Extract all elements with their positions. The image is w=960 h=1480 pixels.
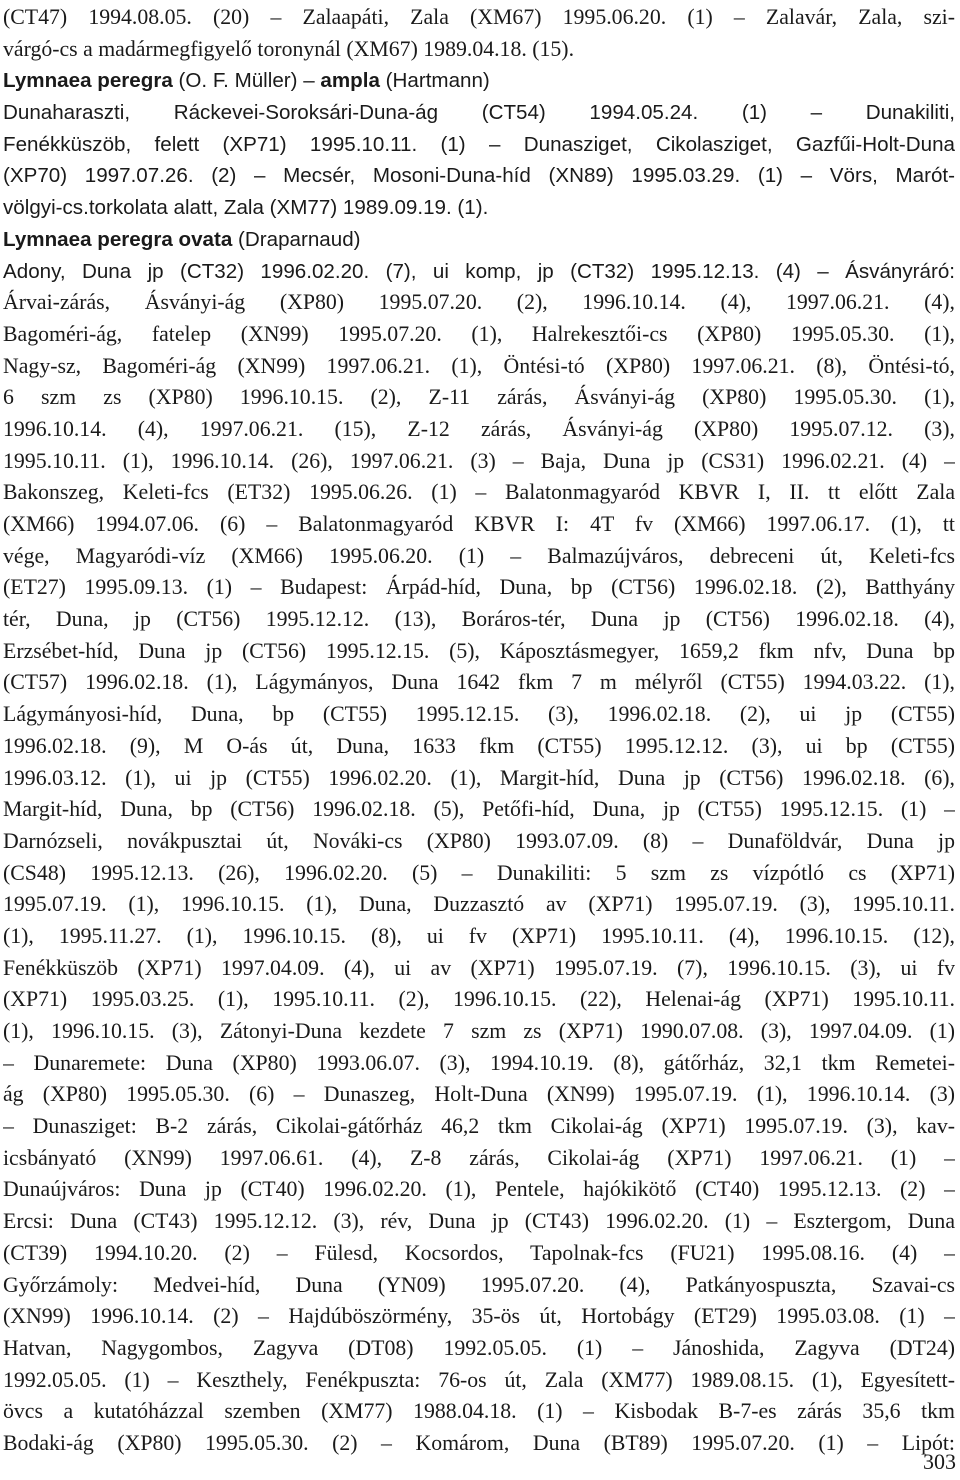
text-line — [3, 97, 955, 129]
text-line — [3, 1365, 955, 1397]
line-text: – Dunasziget: B-2 zárás, Cikolai-gátőrház 46,2 tkm Cikolai-ág (XP71) 1995.07.19. (3), kav- — [3, 1114, 955, 1139]
text-line — [3, 319, 955, 351]
text-line — [3, 667, 955, 699]
text-line — [3, 921, 955, 953]
line-text: Fenékküszöb (XP71) 1997.04.09. (4), ui av (XP71) 1995.07.19. (7), 1996.10.15. (3), ui fv — [3, 955, 955, 980]
text-line — [3, 1016, 955, 1048]
species-heading — [3, 224, 955, 256]
line-text: icsbányató (XN99) 1997.06.61. (4), Z-8 zárás, Cikolai-ág (XP71) 1997.06.21. (1) – — [3, 1145, 955, 1170]
text-line — [3, 794, 955, 826]
text-line — [3, 826, 955, 858]
line-text: 1992.05.05. (1) – Keszthely, Fenékpuszta: 76-os út, Zala (XM77) 1989.08.15. (1), Egyesített- — [3, 1367, 955, 1392]
line-text: Lágymányosi-híd, Duna, bp (CT55) 1995.12.15. (3), 1996.02.18. (2), ui jp (CT55) — [3, 702, 955, 727]
species-name: Lymnaea peregra ovata — [3, 227, 233, 251]
line-text: Fenékküszöb, felett (XP71) 1995.10.11. (1) – Dunasziget, Cikolasziget, Gazfűi-Holt-Duna — [3, 132, 955, 156]
line-text: Nagy-sz, Bagoméri-ág (XN99) 1997.06.21. (1), Öntési-tó (XP80) 1997.06.21. (8), Öntési-tó, — [3, 353, 955, 378]
species-name: Lymnaea peregra — [3, 69, 173, 93]
line-text: (1), 1995.11.27. (1), 1996.10.15. (8), ui fv (XP71) 1995.10.11. (4), 1996.10.15. (12), — [3, 923, 955, 948]
text-line — [3, 953, 955, 985]
line-text: Dunaharaszti, Ráckevei-Soroksári-Duna-ág (CT54) 1994.05.24. (1) – Dunakiliti, — [3, 101, 955, 125]
text-line — [3, 889, 955, 921]
author-text: (Hartmann) — [379, 69, 490, 93]
line-text: Adony, Duna jp (CT32) 1996.02.20. (7), ui komp, jp (CT32) 1995.12.13. (4) – Ásványráró: — [3, 259, 955, 283]
text-line — [3, 731, 955, 763]
line-text: 1996.02.18. (9), M O-ás út, Duna, 1633 fkm (CT55) 1995.12.12. (3), ui bp (CT55) — [3, 733, 955, 758]
line-text: (Draparnaud) — [232, 227, 361, 251]
line-text: (XP70) 1997.07.26. (2) – Mecsér, Mosoni-Duna-híd (XN89) 1995.03.29. (1) – Vörs, Marót- — [3, 164, 955, 188]
text-line — [3, 2, 955, 34]
text-line — [3, 192, 955, 224]
text-line — [3, 1079, 955, 1111]
text-line — [3, 477, 955, 509]
line-text: (XM66) 1994.07.06. (6) – Balatonmagyaród KBVR I: 4T fv (XM66) 1997.06.17. (1), tt — [3, 512, 955, 536]
line-text: (XP71) 1995.03.25. (1), 1995.10.11. (2), 1996.10.15. (22), Helenai-ág (XP71) 1995.10.11. — [3, 987, 955, 1012]
text-line — [3, 446, 955, 478]
line-text: ág (XP80) 1995.05.30. (6) – Dunaszeg, Holt-Duna (XN99) 1995.07.19. (1), 1996.10.14. (3) — [3, 1082, 955, 1107]
line-text: 6 szm zs (XP80) 1996.10.15. (2), Z-11 zárás, Ásványi-ág (XP80) 1995.05.30. (1), — [3, 385, 955, 410]
line-text: Bakonszeg, Keleti-fcs (ET32) 1995.06.26. (1) – Balatonmagyaród KBVR I, II. tt előtt Zala — [3, 480, 955, 505]
line-text: völgyi-cs.torkolata alatt, Zala (XM77) 1989.09.19. (1). — [3, 196, 489, 220]
text-line — [3, 1111, 955, 1143]
text-line — [3, 541, 955, 573]
line-text: (CS48) 1995.12.13. (26), 1996.02.20. (5) – Dunakiliti: 5 szm zs vízpótló cs (XP71) — [3, 860, 955, 885]
text-line — [3, 1206, 955, 1238]
line-text: Győrzámoly: Medvei-híd, Duna (YN09) 1995.07.20. (4), Patkányospuszta, Szavai-cs — [3, 1272, 955, 1297]
text-line — [3, 287, 955, 319]
text-line — [3, 1048, 955, 1080]
text-line — [3, 604, 955, 636]
line-text: (CT47) 1994.08.05. (20) – Zalaapáti, Zala (XM67) 1995.06.20. (1) – Zalavár, Zala, szi- — [3, 5, 955, 29]
text-line — [3, 1238, 955, 1270]
line-text: vége, Magyaródi-víz (XM66) 1995.06.20. (1) – Balmazújváros, debreceni út, Keleti-fcs — [3, 543, 955, 568]
text-line — [3, 351, 955, 383]
line-text: 1995.07.19. (1), 1996.10.15. (1), Duna, Duzzasztó av (XP71) 1995.07.19. (3), 1995.10.11. — [3, 892, 955, 917]
text-line — [3, 129, 955, 161]
line-text: (1), 1996.10.15. (3), Zátonyi-Duna kezdete 7 szm zs (XP71) 1990.07.08. (3), 1997.04.09. (1) — [3, 1019, 955, 1043]
text-line — [3, 572, 955, 604]
line-text: (CT57) 1996.02.18. (1), Lágymányos, Duna 1642 fkm 7 m mélyről (CT55) 1994.03.22. (1), — [3, 670, 955, 695]
line-text: – Dunaremete: Duna (XP80) 1993.06.07. (3), 1994.10.19. (8), gátőrház, 32,1 tkm Remetei- — [3, 1050, 955, 1075]
text-line — [3, 1270, 955, 1302]
line-text: Ercsi: Duna (CT43) 1995.12.12. (3), rév, Duna jp (CT43) 1996.02.20. (1) – Esztergom, Duna — [3, 1209, 955, 1234]
line-text: Hatvan, Nagygombos, Zagyva (DT08) 1992.05.05. (1) – Jánoshida, Zagyva (DT24) — [3, 1335, 955, 1360]
text-line — [3, 1301, 955, 1333]
text-line — [3, 858, 955, 890]
text-line — [3, 34, 955, 66]
text-line — [3, 1396, 955, 1428]
line-text: övcs a kutatóházzal szemben (XM77) 1988.04.18. (1) – Kisbodak B-7-es zárás 35,6 tkm — [3, 1399, 955, 1424]
text-line — [3, 414, 955, 446]
line-text: 1995.10.11. (1), 1996.10.14. (26), 1997.06.21. (3) – Baja, Duna jp (CS31) 1996.02.21. (4) – — [3, 448, 955, 473]
line-text: (XN99) 1996.10.14. (2) – Hajdúböszörmény, 35-ös út, Hortobágy (ET29) 1995.03.08. (1) – — [3, 1304, 955, 1329]
text-line — [3, 160, 955, 192]
line-text: 1996.10.14. (4), 1997.06.21. (15), Z-12 zárás, Ásványi-ág (XP80) 1995.07.12. (3), — [3, 416, 955, 441]
line-text: 1996.03.12. (1), ui jp (CT55) 1996.02.20. (1), Margit-híd, Duna jp (CT56) 1996.02.18. (6), — [3, 765, 955, 790]
text-line — [3, 984, 955, 1016]
line-text: (ET27) 1995.09.13. (1) – Budapest: Árpád-híd, Duna, bp (CT56) 1996.02.18. (2), Batthyány — [3, 575, 955, 600]
line-text: Dunaújváros: Duna jp (CT40) 1996.02.20. (1), Pentele, hajókikötő (CT40) 1995.12.13. (2) – — [3, 1177, 955, 1202]
line-text: várgó-cs a madármegfigyelő toronynál (XM67) 1989.04.18. (15). — [3, 36, 575, 61]
page-number: 303 — [923, 1449, 956, 1474]
text-line — [3, 382, 955, 414]
line-text: Margit-híd, Duna, bp (CT56) 1996.02.18. (5), Petőfi-híd, Duna, jp (CT55) 1995.12.15. (1) – — [3, 797, 955, 822]
line-text: Bagoméri-ág, fatelep (XN99) 1995.07.20. (1), Halrekesztői-cs (XP80) 1995.05.30. (1), — [3, 321, 955, 346]
text-line — [3, 509, 955, 541]
text-line — [3, 256, 955, 288]
species-heading — [3, 65, 955, 97]
text-line — [3, 1174, 955, 1206]
text-line — [3, 1333, 955, 1365]
text-line — [3, 636, 955, 668]
line-text: tér, Duna, jp (CT56) 1995.12.12. (13), Boráros-tér, Duna jp (CT56) 1996.02.18. (4), — [3, 607, 955, 632]
line-text: (O. F. Müller) – — [172, 69, 321, 93]
subspecies-name: ampla — [320, 69, 380, 93]
line-text: Erzsébet-híd, Duna jp (CT56) 1995.12.15. (5), Káposztásmegyer, 1659,2 fkm nfv, Duna bp — [3, 638, 955, 663]
text-line — [3, 699, 955, 731]
line-text: Árvai-zárás, Ásványi-ág (XP80) 1995.07.20. (2), 1996.10.14. (4), 1997.06.21. (4), — [3, 290, 955, 315]
line-text: (CT39) 1994.10.20. (2) – Fülesd, Kocsordos, Tapolnak-fcs (FU21) 1995.08.16. (4) – — [3, 1240, 955, 1265]
document-page — [3, 2, 955, 1460]
line-text: Darnózseli, novákpusztai út, Nováki-cs (XP80) 1993.07.09. (8) – Dunaföldvár, Duna jp — [3, 828, 955, 853]
text-line — [3, 763, 955, 795]
text-line — [3, 1143, 955, 1175]
line-text: Bodaki-ág (XP80) 1995.05.30. (2) – Komárom, Duna (BT89) 1995.07.20. (1) – Lipót: — [3, 1430, 955, 1455]
text-line — [3, 1428, 955, 1460]
